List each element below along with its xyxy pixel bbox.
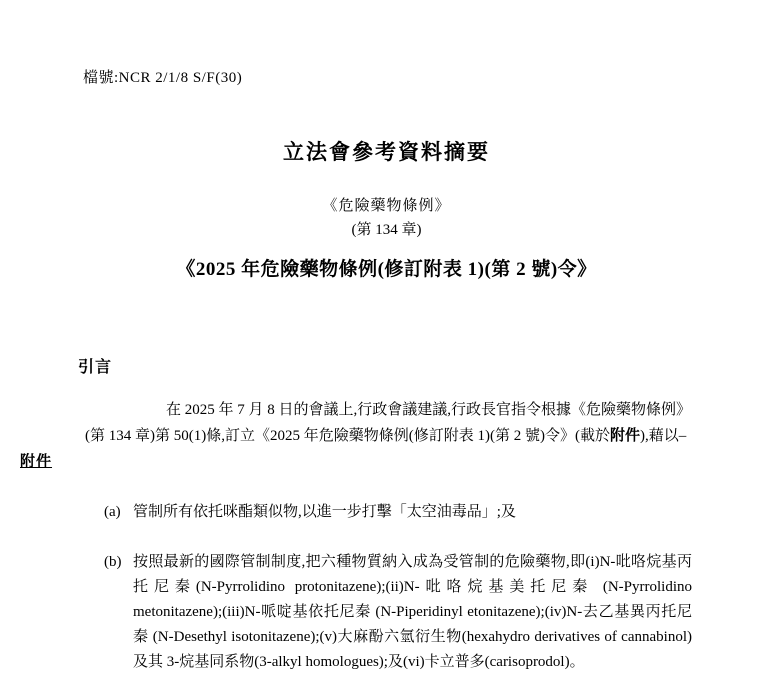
intro-text-part2: ),藉以– [639,428,687,444]
ordinance-chapter: (第 134 章) [351,222,422,238]
ordinance-name: 《危險藥物條例》 [322,198,451,214]
list-item-b-text: 按照最新的國際管制制度,把六種物質納入成為受管制的危險藥物,即(i)N-吡咯烷基丙托尼秦(N-Pyrrolidino protonitazene);(ii)N-吡咯烷基美托尼秦 (N-Pyrrolidino metonitazene);(iii)N-哌啶基依托尼秦 (N-Piperidinyl etonitazene);(iv)N-去乙基異丙托尼秦 (N-Desethyl isotonitazene);(v)大麻酚六氫衍生物(hexahydro derivatives of cannabinol)及其 3-烷基同系物(3-alkyl homologues);及(vi)卡立普多(carisoprodol)。 [133,554,692,670]
list-item-a-marker: (a) [104,504,121,520]
list-item-b [104,550,692,675]
list-item-a [104,500,692,525]
list-item-b-marker: (b) [104,554,122,570]
file-reference: 檔號:NCR 2/1/8 S/F(30) [83,70,243,86]
section-heading-introduction: 引言 [78,359,113,376]
intro-paragraph [85,397,691,449]
intro-annex-reference: 附件 [609,428,640,444]
order-title: 《2025 年危險藥物條例(修訂附表 1)(第 2 號)令》 [176,259,597,280]
list-item-a-text: 管制所有依托咪酯類似物,以進一步打擊「太空油毒品」;及 [133,504,516,520]
document-title: 立法會參考資料摘要 [283,140,490,164]
intro-text-part1: 在 2025 年 7 月 8 日的會議上,行政會議建議,行政長官指令根據《危險藥物條例》(第 134 章)第 50(1)條,訂立《2025 年危險藥物條例(修訂附表 1)(第 2 號)令》(載於 [85,402,692,444]
margin-note-annex: 附件 [20,454,53,470]
